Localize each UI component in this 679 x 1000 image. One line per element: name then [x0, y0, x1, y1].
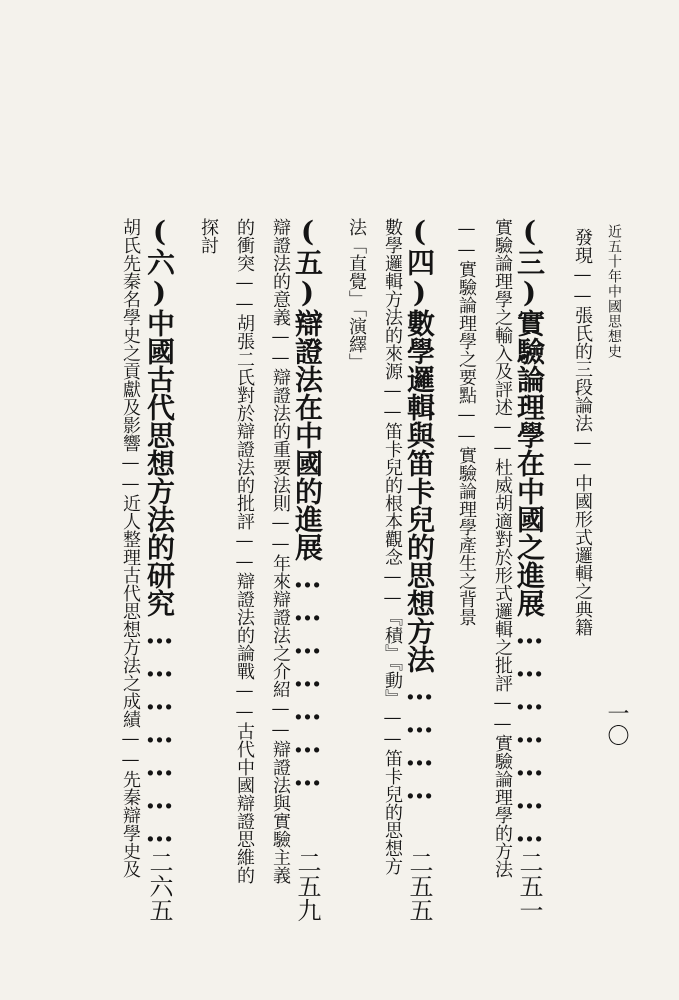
toc-heading: (五)辯證法在中國的進展…………………: [291, 215, 324, 792]
toc-entry-3: [513, 215, 546, 935]
running-header: 近五十年中國思想史: [606, 224, 622, 359]
toc-page-number: 二五九: [293, 850, 321, 922]
toc-entry-5: [291, 215, 324, 935]
toc-subline: 發現——張氏的三段論法——中國形式邏輯之典籍: [572, 228, 593, 636]
toc-subline: 探討: [198, 218, 219, 254]
toc-page-number: 二五一: [515, 850, 543, 922]
toc-subline: 法「直覺」「演繹」: [346, 218, 367, 371]
toc-entry-4: [403, 215, 436, 935]
toc-subline: 數學邏輯方法的來源——笛卡兒的根本觀念——『積』『動』——笛卡兒的思想方: [382, 218, 403, 875]
toc-heading: (四)數學邏輯與笛卡兒的思想方法…………: [403, 215, 436, 805]
toc-subline: 的衝突——胡張二氏對於辯證法的批評——辯證法的論戰——古代中國辯證思維的: [234, 218, 255, 884]
toc-entry-6: [143, 215, 176, 935]
toc-subline: ——實驗論理學之要點——實驗論理學產生之背景: [456, 218, 477, 626]
toc-page-number: 二六五: [145, 850, 173, 922]
toc-subline: 辯證法的意義——辯證法的重要法則——年來辯證法之介紹——辯證法與實驗主義: [270, 218, 291, 884]
toc-heading: (六)中國古代思想方法的研究…………………: [143, 215, 176, 848]
toc-page-number: 二五五: [405, 850, 433, 922]
toc-subline: 胡氏先秦名學史之貢獻及影響——近人整理古代思想方法之成績——先秦辯學史及: [120, 218, 141, 878]
page-number: 一〇: [604, 702, 629, 746]
toc-subline: 實驗論理學之輸入及評述——杜威胡適對於形式邏輯之批評——實驗論理學的方法: [492, 218, 513, 878]
toc-heading: (三)實驗論理學在中國之進展…………………: [513, 215, 546, 848]
